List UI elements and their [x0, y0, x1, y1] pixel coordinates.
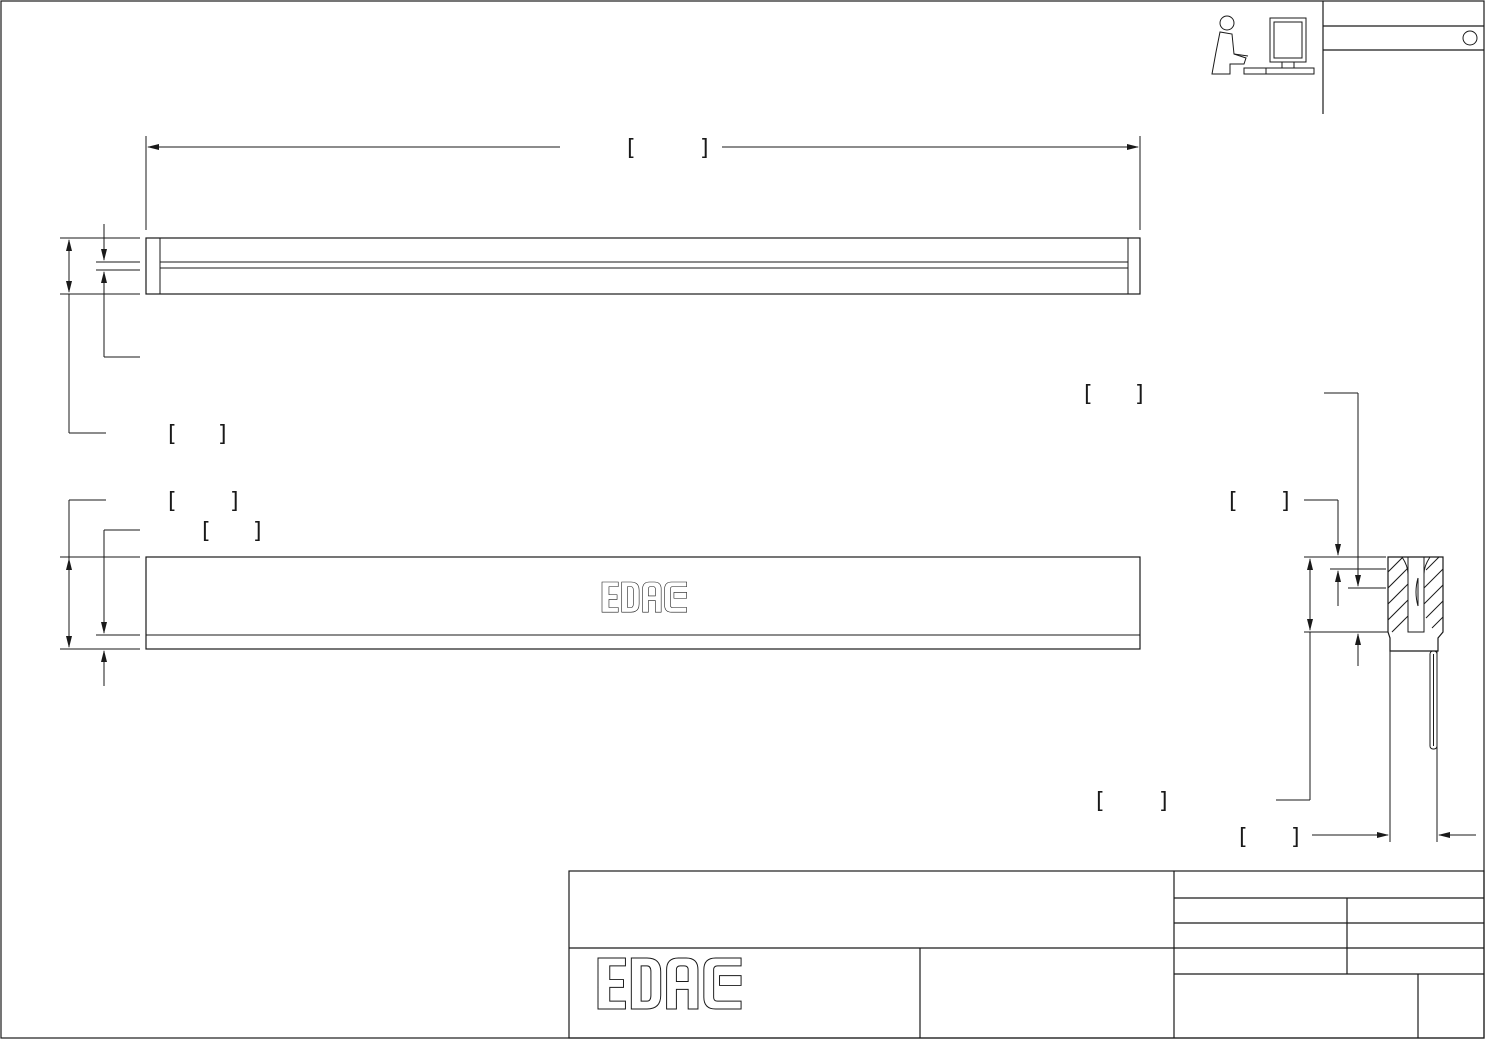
bracket-close: ] [1159, 789, 1168, 814]
bracket-close: ] [230, 489, 239, 514]
bracket-close: ] [218, 422, 227, 447]
bracket-open: [ [168, 489, 177, 514]
side-view [1388, 557, 1443, 749]
bracket-close: ] [1291, 825, 1300, 850]
overall-length-dimension [146, 136, 1140, 230]
front-view [146, 557, 1140, 649]
sheet-border [1, 1, 1484, 1038]
front-view-dimensions [60, 489, 262, 686]
bracket-open: [ [1096, 789, 1105, 814]
bracket-open: [ [1084, 382, 1093, 407]
bracket-close: ] [700, 136, 709, 161]
title-block [569, 871, 1484, 1038]
revision-block [1323, 1, 1484, 114]
top-view-height-dimensions [60, 224, 227, 447]
bracket-open: [ [202, 519, 211, 544]
bracket-open: [ [627, 136, 636, 161]
top-view-outline [146, 238, 1140, 294]
bracket-open: [ [168, 422, 177, 447]
bracket-close: ] [1281, 489, 1290, 514]
edac-logo-title [598, 958, 741, 1009]
side-view-dimensions [1084, 382, 1476, 850]
computer-user-icon [1212, 16, 1314, 74]
bracket-open: [ [1229, 489, 1238, 514]
bracket-open: [ [1239, 825, 1248, 850]
bracket-close: ] [253, 519, 262, 544]
bracket-close: ] [1135, 382, 1144, 407]
edac-logo-front [602, 582, 687, 612]
top-view [146, 238, 1140, 294]
